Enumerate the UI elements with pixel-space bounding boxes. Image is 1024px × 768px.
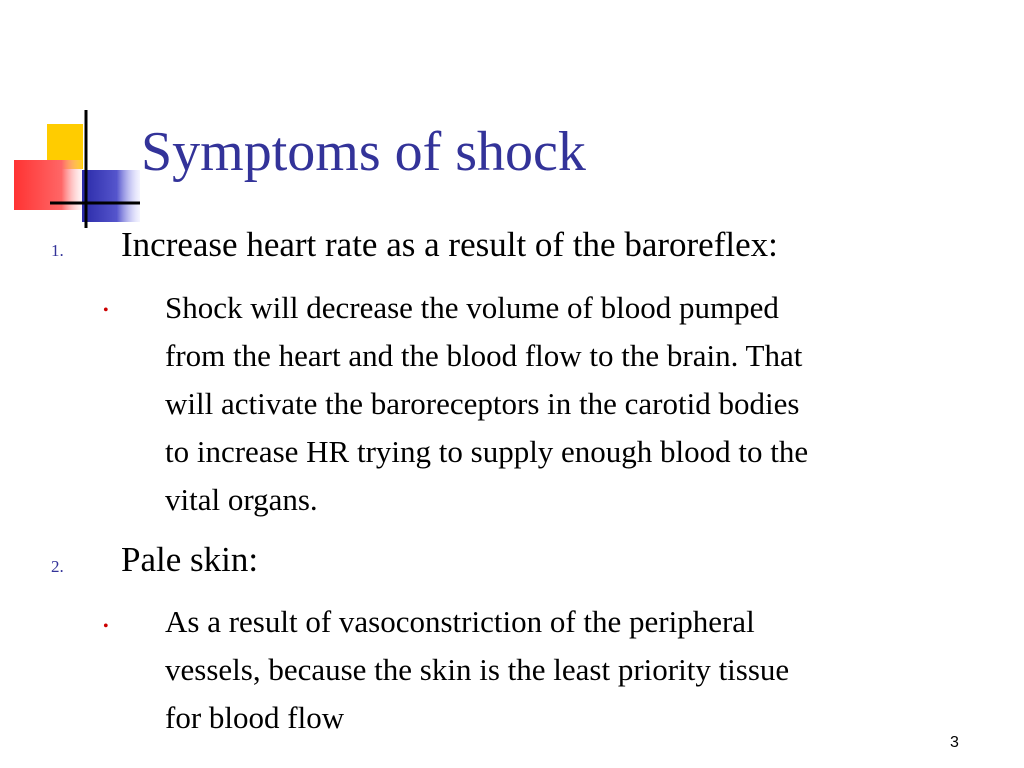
text-line: vessels, because the skin is the least priority tissue <box>165 652 790 687</box>
bullet-text-baroreceptors <box>165 284 1005 524</box>
text-line: Shock will decrease the volume of blood pumped <box>165 290 779 325</box>
list-number-1: 1. <box>51 241 64 260</box>
list-heading-heart-rate: Increase heart rate as a result of the baroreflex: <box>121 225 778 264</box>
bullet-text-vasoconstriction <box>165 598 1005 742</box>
text-line: will activate the baroreceptors in the carotid bodies <box>165 386 800 421</box>
text-line: for blood flow <box>165 700 345 735</box>
text-line: vital organs. <box>165 482 318 517</box>
text-line: As a result of vasoconstriction of the peripheral <box>165 604 755 639</box>
text-line: to increase HR trying to supply enough blood to the <box>165 434 809 469</box>
page-number: 3 <box>950 734 959 751</box>
text-line: from the heart and the blood flow to the brain. That <box>165 338 803 373</box>
slide-title: Symptoms of shock <box>141 121 586 183</box>
bullet-icon: • <box>103 618 109 635</box>
list-number-2: 2. <box>51 557 64 576</box>
bullet-icon: • <box>103 302 109 319</box>
list-heading-pale-skin: Pale skin: <box>121 540 259 579</box>
